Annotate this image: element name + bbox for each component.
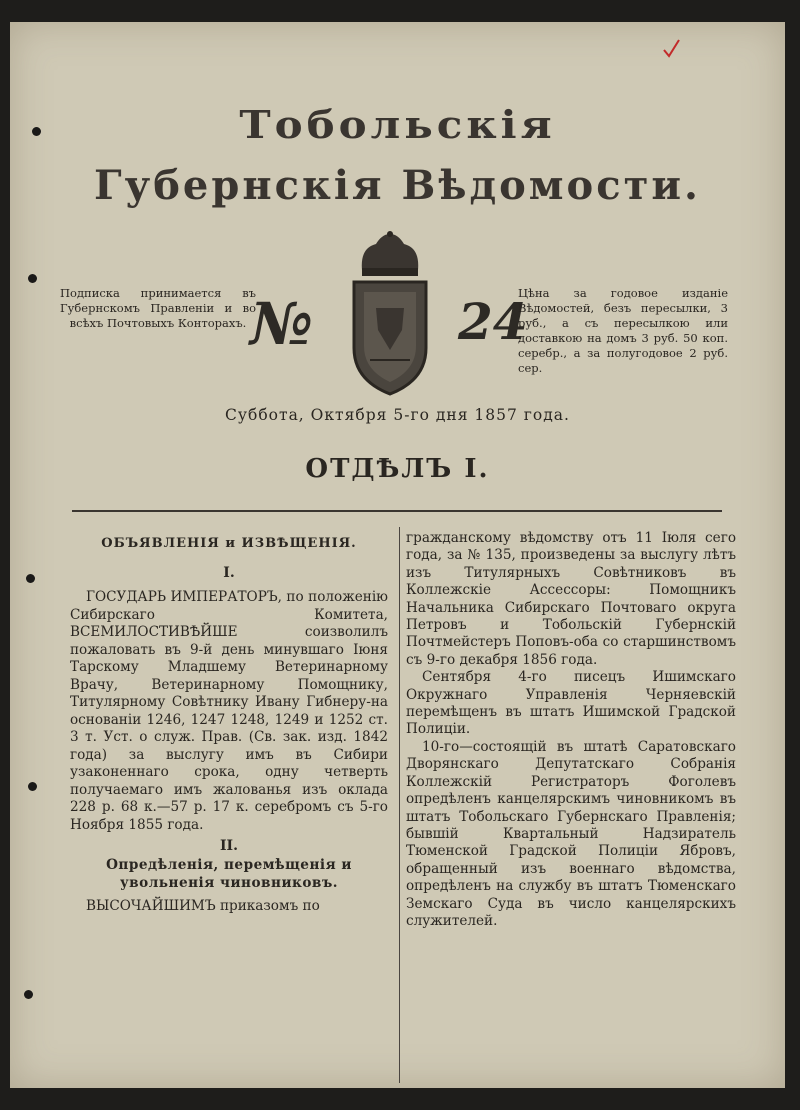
newspaper-page — [10, 22, 785, 1088]
appointment-paragraph: 10-го—состоящій въ штатѣ Саратовскаго Дворянскаго Депутатскаго Собранія Коллежскій Регистраторъ Фоголевъ опредѣленъ канцелярскимъ чиновникомъ въ штатъ Тобольскаго Губернскаго Правленія; бывшій Квартальный Надзиратель Тюменской Градской Полиціи Ябровъ, обращенный изъ военнаго вѣдомства, опредѣленъ на службу въ штатъ Тюменскаго Земскаго Суда въ число канцелярскихъ служителей. — [406, 738, 736, 929]
issue-number: 24 — [458, 292, 528, 351]
masthead-title-line1: Тобольскія — [239, 101, 556, 148]
red-check-mark-icon — [662, 38, 682, 60]
subscription-info: Подписка принимается въ Губернскомъ Правленіи и во всѣхъ Почтовыхъ Конторахъ. — [60, 286, 256, 330]
binding-hole — [26, 574, 35, 583]
issue-number-sign: № — [250, 290, 312, 358]
section-title: ОТДѢЛЪ I. — [305, 454, 490, 484]
left-column — [70, 530, 388, 916]
appointments-intro-text: ВЫСОЧАЙШИМЪ приказомъ по — [86, 898, 320, 914]
binding-hole — [24, 990, 33, 999]
right-column — [406, 530, 736, 930]
appointments-heading: Опредѣленія, перемѣщенія и увольненія чиновниковъ. — [106, 857, 352, 891]
masthead-title-line2: Губернскія Вѣдомости. — [94, 162, 701, 209]
binding-hole — [28, 274, 37, 283]
promotion-paragraph: гражданскому вѣдомству отъ 11 Іюля сего года, за № 135, произведены за выслугу лѣтъ изъ Титулярныхъ Совѣтниковъ въ Коллежскіе Ассессоры: Помощникъ Начальника Сибирскаго Почтоваго округа Петровъ и Тобольскій Губернскій Почтмейстеръ Поповъ-оба со старшинствомъ съ 9-го декабря 1856 года. — [406, 530, 736, 668]
imperial-grant-text: ГОСУДАРЬ ИМПЕРАТОРЪ, по положенію Сибирскаго Комитета, ВСЕМИЛОСТИВѢЙШЕ соизволилъ пожаловать въ 9-й день минувшаго Іюня Тарскому Младшему Ветеринарному Врачу, Ветеринарному Помощнику, Титулярному Совѣтнику Ивану Гибнеру-на основаніи 1246, 1247 1248, 1249 и 1252 ст. 3 т. Уст. о служ. Прав. (Св. зак. изд. 1842 года) за выслугу имъ въ Сибири узаконеннаго срока, одну четверть получаемаго имъ жалованья изъ оклада 228 р. 68 к.—57 р. 17 к. серебромъ съ 5-го Ноября 1855 года. — [70, 589, 388, 833]
issue-date: Суббота, Октября 5-го дня 1857 года. — [225, 406, 570, 424]
part-numeral: II. — [220, 838, 238, 854]
price-info: Цѣна за годовое изданіе Вѣдомостей, безъ пересылки, 3 руб., а съ пересылкою или доставкою на домъ 3 руб. 50 коп. серебр., а за полугодовое 2 руб. сер. — [518, 286, 728, 375]
transfer-paragraph: Сентября 4-го писецъ Ишимскаго Окружнаго Управленія Черняевскій перемѣщенъ въ штатъ Ишимской Градской Полиціи. — [406, 669, 736, 738]
binding-hole — [28, 782, 37, 791]
announcements-heading: ОБЪЯВЛЕНІЯ и ИЗВѢЩЕНІЯ. — [101, 536, 357, 551]
part-numeral: I. — [223, 565, 235, 581]
coat-of-arms-emblem-icon — [340, 230, 440, 400]
horizontal-divider — [72, 510, 722, 512]
column-divider — [399, 527, 400, 1083]
